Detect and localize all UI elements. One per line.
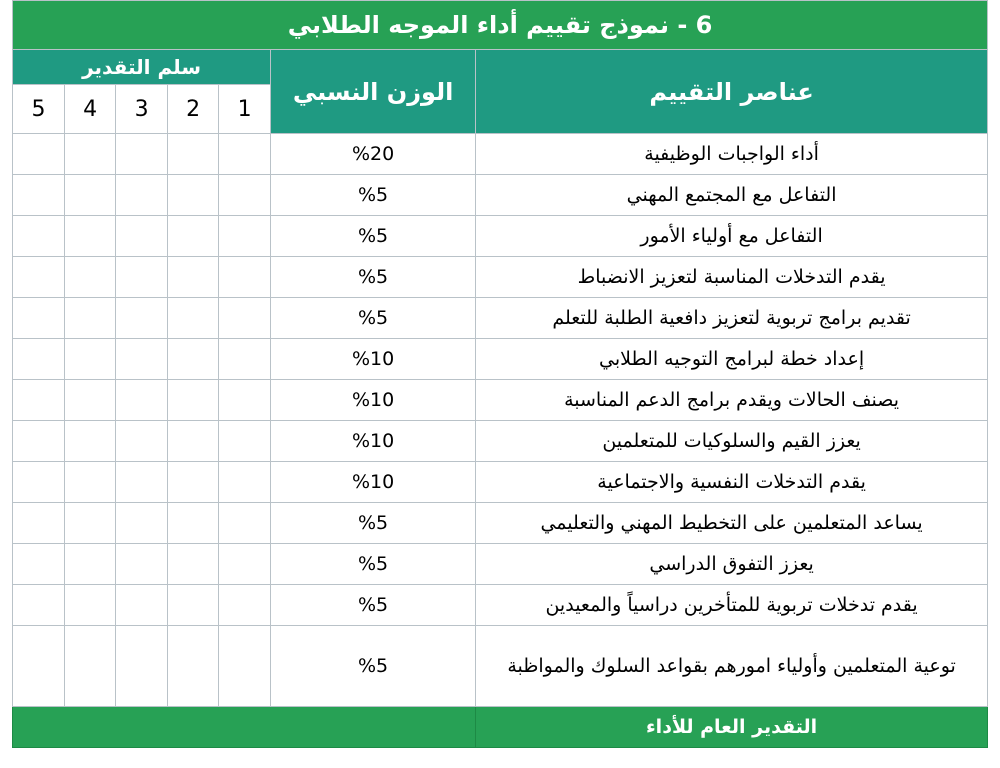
score-cell-5[interactable] — [13, 503, 65, 544]
score-cell-5[interactable] — [13, 544, 65, 585]
score-cell-1[interactable] — [219, 626, 271, 707]
score-cell-3[interactable] — [116, 298, 168, 339]
element-weight: %10 — [271, 380, 476, 421]
score-cell-3[interactable] — [116, 626, 168, 707]
table-row — [13, 503, 988, 544]
element-name: أداء الواجبات الوظيفية — [476, 134, 988, 175]
score-cell-3[interactable] — [116, 585, 168, 626]
score-cell-2[interactable] — [168, 503, 219, 544]
score-cell-1[interactable] — [219, 257, 271, 298]
form-title: 6 - نموذج تقييم أداء الموجه الطلابي — [13, 1, 988, 50]
element-name: يقدم تدخلات تربوية للمتأخرين دراسياً والمعيدين — [476, 585, 988, 626]
element-weight: %5 — [271, 503, 476, 544]
score-cell-4[interactable] — [65, 134, 116, 175]
score-cell-5[interactable] — [13, 257, 65, 298]
score-cell-4[interactable] — [65, 216, 116, 257]
score-cell-5[interactable] — [13, 175, 65, 216]
score-cell-4[interactable] — [65, 626, 116, 707]
weight-header: الوزن النسبي — [271, 50, 476, 134]
score-cell-2[interactable] — [168, 175, 219, 216]
element-weight: %5 — [271, 585, 476, 626]
score-cell-3[interactable] — [116, 175, 168, 216]
score-cell-1[interactable] — [219, 175, 271, 216]
score-cell-4[interactable] — [65, 544, 116, 585]
table-row — [13, 544, 988, 585]
score-cell-3[interactable] — [116, 339, 168, 380]
score-cell-4[interactable] — [65, 175, 116, 216]
score-cell-1[interactable] — [219, 298, 271, 339]
score-cell-4[interactable] — [65, 339, 116, 380]
score-cell-2[interactable] — [168, 380, 219, 421]
score-cell-4[interactable] — [65, 257, 116, 298]
elements-header: عناصر التقييم — [476, 50, 988, 134]
score-cell-5[interactable] — [13, 216, 65, 257]
total-row — [13, 707, 988, 748]
table-row — [13, 216, 988, 257]
score-cell-5[interactable] — [13, 585, 65, 626]
table-row — [13, 626, 988, 707]
total-label: التقدير العام للأداء — [476, 707, 988, 748]
table-row — [13, 462, 988, 503]
scale-header: سلم التقدير — [13, 50, 271, 85]
element-name: توعية المتعلمين وأولياء امورهم بقواعد السلوك والمواظبة — [476, 626, 988, 707]
scale-level-1: 1 — [219, 85, 271, 134]
table-row — [13, 380, 988, 421]
table-row — [13, 298, 988, 339]
element-weight: %10 — [271, 462, 476, 503]
score-cell-5[interactable] — [13, 380, 65, 421]
total-value-cell[interactable] — [13, 707, 476, 748]
score-cell-3[interactable] — [116, 462, 168, 503]
element-name: التفاعل مع أولياء الأمور — [476, 216, 988, 257]
element-name: التفاعل مع المجتمع المهني — [476, 175, 988, 216]
score-cell-2[interactable] — [168, 585, 219, 626]
score-cell-1[interactable] — [219, 585, 271, 626]
element-weight: %5 — [271, 544, 476, 585]
score-cell-5[interactable] — [13, 339, 65, 380]
element-weight: %10 — [271, 421, 476, 462]
element-weight: %5 — [271, 175, 476, 216]
element-weight: %5 — [271, 298, 476, 339]
score-cell-3[interactable] — [116, 134, 168, 175]
score-cell-1[interactable] — [219, 380, 271, 421]
element-name: تقديم برامج تربوية لتعزيز دافعية الطلبة للتعلم — [476, 298, 988, 339]
element-name: يقدم التدخلات المناسبة لتعزيز الانضباط — [476, 257, 988, 298]
score-cell-1[interactable] — [219, 216, 271, 257]
score-cell-4[interactable] — [65, 503, 116, 544]
score-cell-3[interactable] — [116, 544, 168, 585]
element-name: يصنف الحالات ويقدم برامج الدعم المناسبة — [476, 380, 988, 421]
table-row — [13, 175, 988, 216]
table-row — [13, 134, 988, 175]
score-cell-1[interactable] — [219, 462, 271, 503]
element-name: يعزز التفوق الدراسي — [476, 544, 988, 585]
score-cell-1[interactable] — [219, 339, 271, 380]
scale-level-5: 5 — [13, 85, 65, 134]
score-cell-2[interactable] — [168, 257, 219, 298]
element-name: يساعد المتعلمين على التخطيط المهني والتعليمي — [476, 503, 988, 544]
score-cell-2[interactable] — [168, 134, 219, 175]
score-cell-1[interactable] — [219, 544, 271, 585]
score-cell-5[interactable] — [13, 421, 65, 462]
score-cell-2[interactable] — [168, 339, 219, 380]
score-cell-3[interactable] — [116, 257, 168, 298]
scale-level-3: 3 — [116, 85, 168, 134]
score-cell-5[interactable] — [13, 134, 65, 175]
evaluation-form — [12, 0, 987, 768]
score-cell-5[interactable] — [13, 462, 65, 503]
table-row — [13, 421, 988, 462]
score-cell-1[interactable] — [219, 421, 271, 462]
score-cell-2[interactable] — [168, 421, 219, 462]
score-cell-3[interactable] — [116, 216, 168, 257]
element-name: يقدم التدخلات النفسية والاجتماعية — [476, 462, 988, 503]
element-weight: %5 — [271, 626, 476, 707]
score-cell-2[interactable] — [168, 544, 219, 585]
score-cell-4[interactable] — [65, 380, 116, 421]
score-cell-1[interactable] — [219, 503, 271, 544]
score-cell-4[interactable] — [65, 462, 116, 503]
element-weight: %5 — [271, 216, 476, 257]
evaluation-table — [12, 0, 988, 748]
score-cell-3[interactable] — [116, 503, 168, 544]
element-weight: %10 — [271, 339, 476, 380]
table-row — [13, 339, 988, 380]
table-row — [13, 257, 988, 298]
scale-level-4: 4 — [65, 85, 116, 134]
score-cell-4[interactable] — [65, 585, 116, 626]
score-cell-4[interactable] — [65, 421, 116, 462]
score-cell-2[interactable] — [168, 462, 219, 503]
scale-level-2: 2 — [168, 85, 219, 134]
table-row — [13, 585, 988, 626]
element-name: يعزز القيم والسلوكيات للمتعلمين — [476, 421, 988, 462]
score-cell-5[interactable] — [13, 626, 65, 707]
score-cell-3[interactable] — [116, 380, 168, 421]
score-cell-3[interactable] — [116, 421, 168, 462]
score-cell-4[interactable] — [65, 298, 116, 339]
score-cell-5[interactable] — [13, 298, 65, 339]
score-cell-2[interactable] — [168, 298, 219, 339]
element-weight: %20 — [271, 134, 476, 175]
evaluation-rows — [13, 134, 988, 707]
score-cell-2[interactable] — [168, 216, 219, 257]
element-weight: %5 — [271, 257, 476, 298]
element-name: إعداد خطة لبرامج التوجيه الطلابي — [476, 339, 988, 380]
score-cell-2[interactable] — [168, 626, 219, 707]
score-cell-1[interactable] — [219, 134, 271, 175]
